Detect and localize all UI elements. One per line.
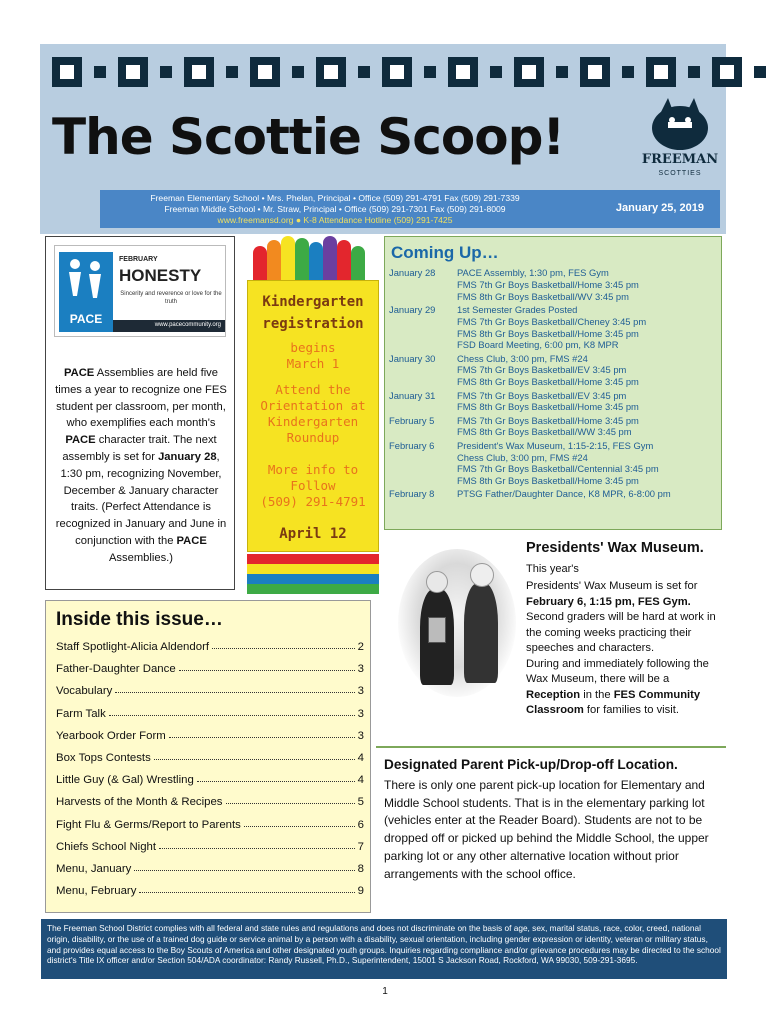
decorative-dot	[160, 66, 172, 78]
toc-title: Yearbook Order Form	[56, 729, 166, 742]
pace-bold: PACE	[176, 534, 207, 547]
crayons-illustration	[251, 236, 375, 284]
wax-text: Presidents' Wax Museum is set for	[526, 580, 698, 592]
toc-title: Chiefs School Night	[56, 840, 157, 853]
decorative-dot	[622, 66, 634, 78]
toc-page: 3	[357, 729, 364, 742]
inside-this-issue	[45, 600, 371, 913]
roundup-date: April 12	[279, 526, 347, 542]
wax-museum-heading: Presidents' Wax Museum.	[526, 540, 704, 556]
issue-date: January 25, 2019	[615, 202, 704, 214]
wax-museum-photo	[398, 549, 516, 697]
pace-bold: PACE	[65, 434, 96, 447]
wax-museum-body	[526, 579, 722, 719]
pace-logo-text: PACE	[69, 312, 103, 326]
coming-up-event: FMS 7th Gr Boys Basketball/EV 3:45 pm	[457, 364, 627, 376]
nondiscrimination-footer: The Freeman School District complies with all federal and state rules and regulations and does not discriminate on the basis of age, sex, marital status, race, color, creed, national origin, disability, or the use of a trained dog guide or service animal by a person with a disability, sexual orientation, including gender expression or identity, veteran or military status, and provides equal access to the Boy Scouts of America and other designated youth groups. Inquiries regarding compliance and/or grievance procedures may be directed to the school district's Title IX officer and/or Section 504/ADA coordinator: Randy Russell, Ph.D., Superintendent, 15001 S Jackson Road, Rockford, WA 99030, 509-291-3695.	[41, 919, 727, 979]
coming-up-date: January 28	[389, 267, 436, 278]
pickup-body: There is only one parent pick-up location for Elementary and Middle School students. That is in the elementary parking lot (vehicles enter at the Reader Board). Students are not to be dropped off or picked up behind the Middle School, the upper parking lot or any other alternative location without prior arrangements with the school office.	[384, 778, 709, 881]
stripe-yellow	[247, 564, 379, 574]
toc-leader	[226, 796, 355, 804]
coming-up-event: FMS 7th Gr Boys Basketball/Home 3:45 pm	[457, 278, 639, 290]
toc-page: 4	[357, 774, 364, 787]
middle-school-contact: Freeman Middle School • Mr. Straw, Principal • Office (509) 291-7301 Fax (509) 291-8009	[164, 204, 506, 214]
attend-line: Attend the	[275, 382, 351, 397]
pace-bold: PACE	[63, 367, 95, 379]
toc-row[interactable]	[56, 796, 364, 808]
coming-up-event: FMS 7th Gr Boys Basketball/EV 3:45 pm	[457, 389, 627, 401]
school-contact-lines	[100, 193, 570, 226]
wax-text: for families to visit.	[583, 704, 679, 716]
toc-page: 7	[357, 840, 364, 853]
registration-date: March 1	[286, 356, 340, 371]
toc-page: 3	[357, 707, 364, 720]
toc-title: Box Tops Contests	[56, 752, 151, 764]
decorative-square	[118, 57, 148, 87]
decorative-square	[52, 57, 82, 87]
decorative-dot	[556, 66, 568, 78]
pace-text: Assemblies.)	[108, 551, 174, 564]
toc-row[interactable]	[56, 708, 364, 720]
decorative-dot	[358, 66, 370, 78]
toc-row[interactable]	[56, 663, 364, 675]
toc-leader	[169, 730, 355, 738]
toc-page: 6	[357, 818, 364, 831]
pace-text: Assemblies are held five times a year to recognize one FES student per classroom, per month, who exemplifies each month's	[55, 367, 227, 430]
toc-page: 9	[357, 885, 364, 898]
toc-page: 3	[357, 663, 364, 676]
coming-up-date: January 30	[389, 352, 436, 364]
toc-row[interactable]	[56, 774, 364, 786]
coming-up-date: February 5	[389, 414, 435, 426]
toc-row[interactable]	[56, 685, 364, 697]
toc-title: Harvests of the Month & Recipes	[56, 796, 223, 809]
toc-row[interactable]	[56, 841, 364, 853]
toc-title: Farm Talk	[56, 707, 106, 720]
follow-line: Follow	[290, 478, 336, 493]
decorative-dot	[424, 66, 436, 78]
portrait-frame	[428, 617, 446, 643]
page-number: 1	[382, 986, 388, 997]
coming-up-event: Chess Club, 3:00 pm, FMS #24	[457, 352, 588, 364]
section-divider	[376, 746, 726, 748]
toc-leader	[159, 841, 355, 849]
toc-row[interactable]	[56, 641, 364, 653]
pace-definition: Sincerity and reverence or love for the truth	[120, 291, 222, 305]
kindergarten-heading: Kindergarten	[262, 294, 364, 310]
decorative-dot	[688, 66, 700, 78]
scottie-mascot-icon	[638, 94, 722, 154]
toc-page: 5	[357, 796, 364, 809]
pace-logo	[59, 252, 113, 332]
toc-title: Father-Daughter Dance	[56, 663, 176, 676]
pace-url[interactable]: www.pacecommunity.org	[113, 320, 225, 332]
pace-trait: HONESTY	[119, 266, 202, 285]
registration-begins: begins	[290, 340, 336, 355]
toc-page: 2	[357, 641, 364, 653]
masthead-title: The Scottie Scoop!	[52, 108, 565, 166]
wax-reception: Reception	[526, 688, 581, 701]
coming-up-event: FSD Board Meeting, 6:00 pm, K8 MPR	[457, 339, 619, 351]
toc-row[interactable]	[56, 885, 364, 897]
pace-text: , 1:30 pm, recognizing November, December & January character traits. (Perfect Attendance is recognized in January and June in conjunction with the	[55, 450, 227, 547]
toc-leader	[179, 663, 355, 671]
toc-title: Little Guy (& Gal) Wrestling	[56, 774, 194, 787]
decorative-dot	[94, 66, 106, 78]
coming-up-panel	[384, 236, 722, 530]
coming-up-title: Coming Up…	[391, 243, 499, 262]
pace-honesty-banner	[54, 245, 226, 337]
toc-row[interactable]	[56, 819, 364, 831]
decorative-square	[646, 57, 676, 87]
pickup-title: Designated Parent Pick-up/Drop-off Location.	[384, 757, 678, 772]
decorative-square	[184, 57, 214, 87]
toc-title: Fight Flu & Germs/Report to Parents	[56, 818, 241, 831]
decorative-dot	[226, 66, 238, 78]
more-info-line: More info to	[267, 462, 359, 477]
decorative-square	[316, 57, 346, 87]
kindergarten-heading-2: registration	[262, 316, 364, 332]
coming-up-event: FMS 8th Gr Boys Basketball/WV 3:45 pm	[457, 290, 629, 302]
toc-leader	[115, 685, 354, 693]
decorative-square	[514, 57, 544, 87]
coming-up-event: FMS 7th Gr Boys Basketball/Home 3:45 pm	[457, 414, 639, 426]
coming-up-event: FMS 8th Gr Boys Basketball/Home 3:45 pm	[457, 376, 639, 388]
wax-text: During and immediately following the Wax Museum, there will be a	[526, 657, 709, 685]
website-hotline[interactable]: www.freemansd.org ● K-8 Attendance Hotline (509) 291-7425	[217, 215, 453, 225]
wax-museum-lead: This year's	[526, 563, 579, 575]
toc-row[interactable]	[56, 730, 364, 742]
orientation-line: Orientation at	[260, 398, 366, 413]
coming-up-event: PTSG Father/Daughter Dance, K8 MPR, 6-8:00 pm	[457, 488, 671, 500]
coming-up-event: FMS 7th Gr Boys Basketball/Cheney 3:45 pm	[457, 315, 647, 327]
decorative-dot	[754, 66, 766, 78]
toc-title: Staff Spotlight-Alicia Aldendorf	[56, 641, 210, 653]
coming-up-date: February 8	[389, 488, 435, 500]
toc-leader	[244, 819, 355, 827]
decorative-square	[382, 57, 412, 87]
coming-up-date: February 6	[389, 439, 435, 451]
logo-text: FREEMAN	[641, 152, 719, 167]
decorative-square	[250, 57, 280, 87]
kindergarten-crayon-box	[247, 236, 379, 598]
wax-location: FES Community Classroom	[526, 688, 701, 716]
toc-leader	[154, 752, 355, 760]
decorative-dot	[490, 66, 502, 78]
freeman-scotties-logo	[638, 94, 722, 184]
coming-up-event: FMS 8th Gr Boys Basketball/Home 3:45 pm	[457, 475, 639, 487]
pace-card	[45, 236, 235, 590]
decorative-dot	[292, 66, 304, 78]
phone-line: (509) 291-4791	[260, 494, 366, 509]
toc-leader	[212, 641, 355, 649]
wax-date: February 6, 1:15 pm, FES Gym.	[526, 595, 691, 608]
decorative-square	[580, 57, 610, 87]
pace-text: character trait. The next assembly is set for	[62, 434, 217, 463]
coming-up-event: PACE Assembly, 1:30 pm, FES Gym	[457, 267, 609, 278]
decorative-square-row	[52, 57, 770, 87]
toc-row[interactable]	[56, 863, 364, 875]
pace-figures-icon	[59, 252, 113, 302]
student-figure-2	[464, 583, 498, 683]
toc-leader	[197, 774, 355, 782]
coming-up-event: Chess Club, 3:00 pm, FMS #24	[457, 451, 588, 463]
student-face-2	[470, 563, 494, 587]
coming-up-event: FMS 8th Gr Boys Basketball/Home 3:45 pm	[457, 401, 639, 413]
toc-page: 3	[357, 685, 364, 698]
decorative-square	[448, 57, 478, 87]
stripe-blue	[247, 574, 379, 584]
coming-up-event: President's Wax Museum, 1:15-2:15, FES Gym	[457, 439, 654, 451]
coming-up-event: 1st Semester Grades Posted	[457, 303, 578, 315]
logo-subtext: SCOTTIES	[658, 170, 702, 177]
coming-up-event: FMS 8th Gr Boys Basketball/WW 3:45 pm	[457, 426, 632, 438]
toc-leader	[109, 708, 355, 716]
student-face-1	[426, 571, 448, 593]
pace-month: FEBRUARY	[119, 256, 158, 263]
inside-title: Inside this issue…	[56, 609, 223, 630]
wax-museum-title	[526, 538, 716, 579]
wax-text: Second graders will be hard at work in the coming weeks practicing their speeches and characters.	[526, 611, 716, 654]
roundup-line: Roundup	[286, 430, 340, 445]
stripe-green	[247, 584, 379, 594]
coming-up-date: January 29	[389, 303, 436, 315]
assembly-date: January 28	[158, 450, 217, 463]
coming-up-event: FMS 7th Gr Boys Basketball/Centennial 3:45 pm	[457, 463, 659, 475]
elementary-contact: Freeman Elementary School • Mrs. Phelan, Principal • Office (509) 291-4791 Fax (509) 291-7339	[150, 193, 520, 203]
decorative-square	[712, 57, 742, 87]
toc-leader	[134, 863, 354, 871]
pace-assembly-blurb	[52, 365, 230, 567]
coming-up-date: January 31	[389, 389, 436, 401]
toc-leader	[139, 885, 354, 893]
toc-title: Menu, February	[56, 885, 137, 898]
stripe-red	[247, 554, 379, 564]
wax-text: in the	[580, 688, 614, 701]
toc-title: Vocabulary	[56, 685, 113, 698]
toc-page: 4	[357, 752, 364, 764]
toc-title: Menu, January	[56, 863, 132, 875]
coming-up-event: FMS 8th Gr Boys Basketball/Home 3:45 pm	[457, 327, 639, 339]
toc-row[interactable]	[56, 752, 364, 764]
kindergarten-line: Kindergarten	[267, 414, 359, 429]
school-info-bar	[100, 190, 720, 228]
toc-page: 8	[357, 863, 364, 875]
